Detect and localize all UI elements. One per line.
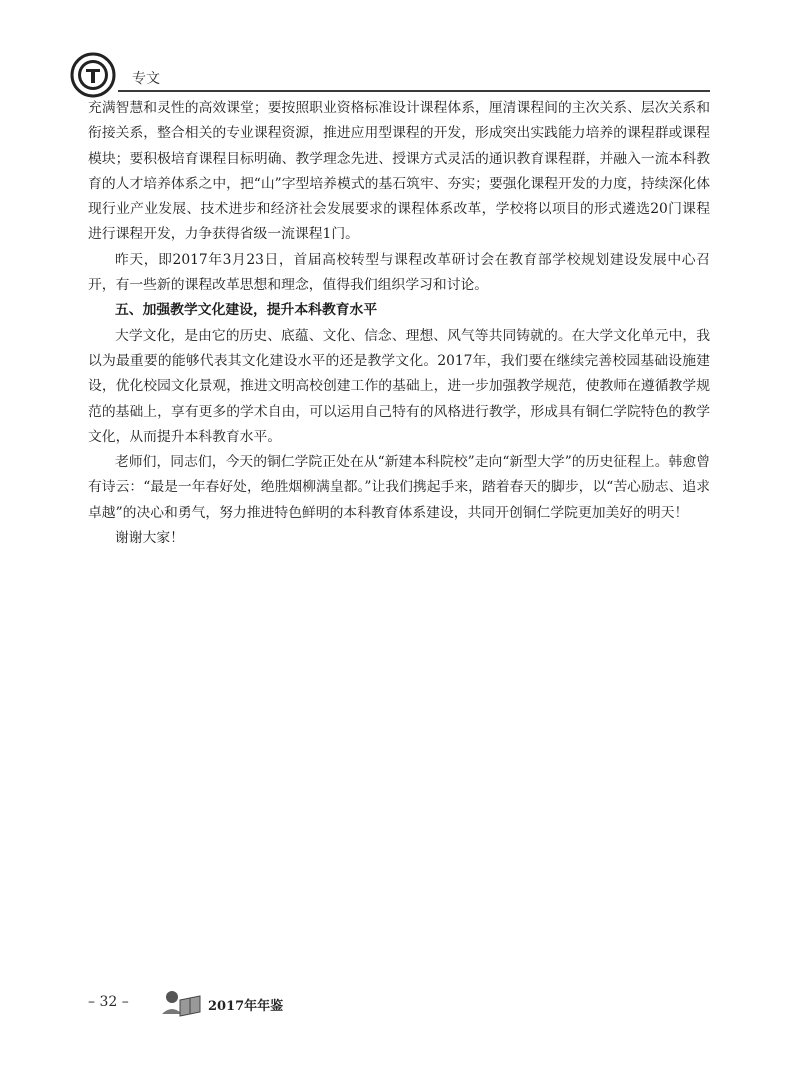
page-header: [70, 52, 710, 92]
book-figure-icon: [158, 988, 204, 1018]
continuation-paragraph: 充满智慧和灵性的高效课堂；要按照职业资格标准设计课程体系，厘清课程间的主次关系、层次关系和衔接关系，整合相关的专业课程资源，推进应用型课程的开发，形成突出实践能力培养的课程群或课程模块；要积极培育课程目标明确、教学理念先进、授课方式灵活的通识教育课程群，并融入一流本科教育的人才培养体系之中，把“山”字型培养模式的基石筑牢、夯实；要强化课程开发的力度，持续深化体现行业产业发展、技术进步和经济社会发展要求的课程体系改革，学校将以项目的形式遴选20门课程进行课程开发，力争获得省级一流课程1门。: [88, 100, 710, 243]
university-logo: [70, 52, 116, 98]
paragraph-culture: 大学文化，是由它的历史、底蕴、文化、信念、理想、风气等共同铸就的。在大学文化单元中，我以为最重要的能够代表其文化建设水平的还是教学文化。2017年，我们要在继续完善校园基础设施建设，优化校园文化景观，推进文明高校创建工作的基础上，进一步加强教学规范，使教师在遵循教学规范的基础上，享有更多的学术自由，可以运用自己特有的风格进行教学，形成具有铜仁学院特色的教学文化，从而提升本科教育水平。: [88, 327, 710, 445]
paragraph-thanks: 谢谢大家！: [115, 530, 184, 547]
paragraph-yesterday: 昨天，即2017年3月23日，首届高校转型与课程改革研讨会在教育部学校规划建设发展中心召开，有一些新的课程改革思想和理念，值得我们组织学习和讨论。: [88, 251, 710, 294]
page-footer: [88, 988, 388, 1018]
section-label: 专文: [132, 71, 160, 87]
article-body: [88, 96, 710, 551]
header-rule: [118, 90, 710, 92]
yearbook-title: 2017年年鉴: [208, 999, 284, 1014]
paragraph-teachers: 老师们，同志们，今天的铜仁学院正处在从“新建本科院校”走向“新型大学”的历史征程上。韩愈曾有诗云：“最是一年春好处，绝胜烟柳满皇都。”让我们携起手来，踏着春天的脚步，以“苦心励志、追求卓越”的决心和勇气，努力推进特色鲜明的本科教育体系建设，共同开创铜仁学院更加美好的明天！: [88, 454, 710, 521]
page-number: – 32 –: [88, 994, 129, 1010]
section-heading: 五、加强教学文化建设，提升本科教育水平: [115, 302, 378, 319]
